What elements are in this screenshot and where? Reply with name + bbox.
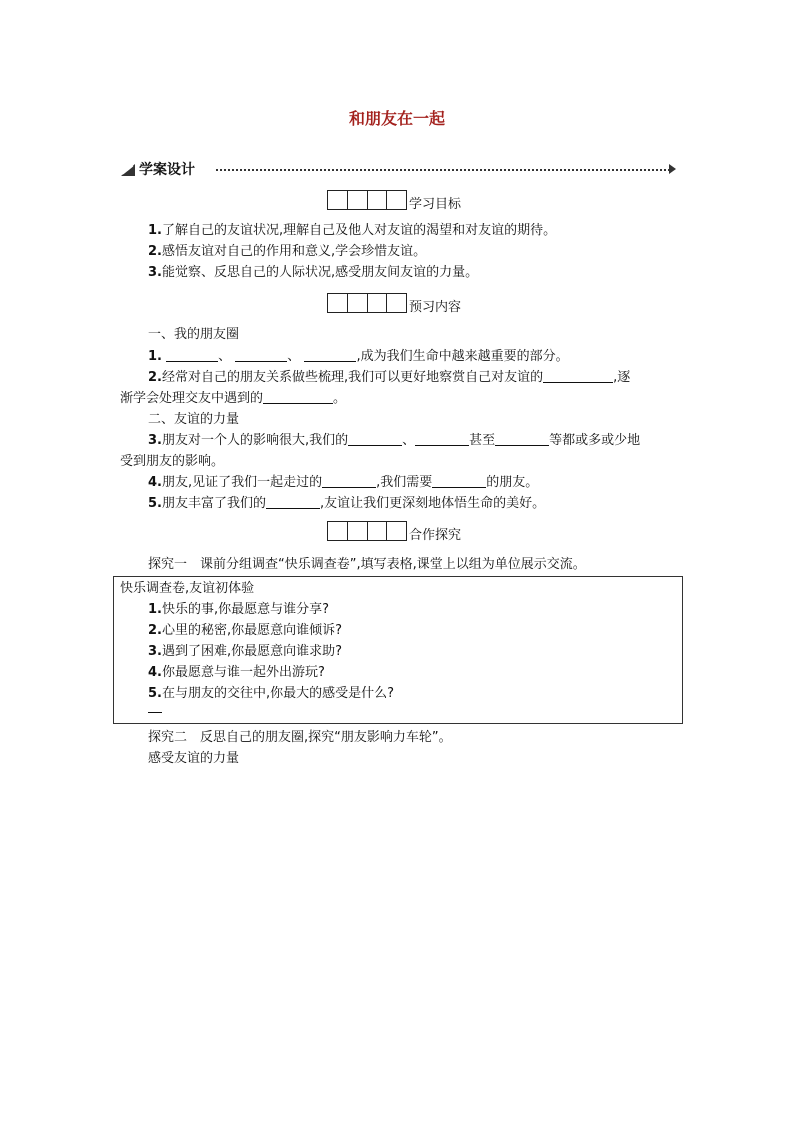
survey-title: 快乐调查卷,友谊初体验	[120, 581, 255, 596]
answer-blank[interactable]	[263, 389, 333, 404]
cooperate-heading-label: 合作探究	[409, 528, 462, 543]
survey-item: 1.快乐的事,你最愿意与谁分享?	[148, 602, 330, 617]
heading-boxes	[327, 293, 407, 313]
answer-blank[interactable]	[348, 431, 402, 446]
preview-heading-label: 预习内容	[409, 300, 462, 315]
answer-blank[interactable]	[266, 494, 320, 509]
objective-item: 1.了解自己的友谊状况,理解自己及他人对友谊的渴望和对友谊的期待。	[148, 223, 557, 238]
answer-blank[interactable]	[432, 473, 486, 488]
objectives-heading-label: 学习目标	[409, 197, 462, 212]
pencil-icon	[120, 163, 136, 177]
part-title: 一、我的朋友圈	[148, 327, 240, 342]
question-2: 2.经常对自己的朋友关系做些梳理,我们可以更好地察赏自己对友谊的 ,逐	[148, 370, 631, 385]
heading-boxes	[327, 521, 407, 541]
arrow-icon	[669, 164, 676, 174]
question-3-cont: 受到朋友的影响。	[120, 454, 225, 469]
explore-2: 探究二 反思自己的朋友圈,探究“朋友影响力车轮”。	[148, 730, 452, 745]
survey-item: 4.你最愿意与谁一起外出游玩?	[148, 665, 325, 680]
question-2-cont: 渐学会处理交友中遇到的 。	[120, 391, 347, 406]
section-header	[120, 160, 676, 182]
dotted-rule	[216, 169, 670, 171]
answer-blank[interactable]	[543, 368, 613, 383]
part-title: 二、友谊的力量	[148, 412, 240, 427]
answer-blank[interactable]	[166, 347, 218, 362]
heading-boxes	[327, 190, 407, 210]
survey-box	[113, 576, 683, 724]
feel-power-heading: 感受友谊的力量	[148, 751, 240, 766]
answer-blank[interactable]	[322, 473, 376, 488]
page-title: 和朋友在一起	[348, 109, 445, 128]
question-1: 1. 、 、 ,成为我们生命中越来越重要的部分。	[148, 349, 569, 364]
section-label: 学案设计	[139, 162, 195, 178]
question-4: 4.朋友,见证了我们一起走过的 ,我们需要 的朋友。	[148, 475, 539, 490]
survey-item: 2.心里的秘密,你最愿意向谁倾诉?	[148, 623, 343, 638]
objective-item: 3.能觉察、反思自己的人际状况,感受朋友间友谊的力量。	[148, 265, 479, 280]
explore-1: 探究一 课前分组调查“快乐调查卷”,填写表格,课堂上以组为单位展示交流。	[148, 557, 586, 572]
survey-item: 3.遇到了困难,你最愿意向谁求助?	[148, 644, 343, 659]
question-5: 5.朋友丰富了我们的 ,友谊让我们更深刻地体悟生命的美好。	[148, 496, 546, 511]
answer-blank[interactable]	[495, 431, 549, 446]
question-3: 3.朋友对一个人的影响很大,我们的 、 甚至 等都或多或少地	[148, 433, 641, 448]
answer-line[interactable]	[148, 712, 162, 713]
answer-blank[interactable]	[304, 347, 356, 362]
answer-blank[interactable]	[235, 347, 287, 362]
answer-blank[interactable]	[415, 431, 469, 446]
objective-item: 2.感悟友谊对自己的作用和意义,学会珍惜友谊。	[148, 244, 427, 259]
survey-item: 5.在与朋友的交往中,你最大的感受是什么?	[148, 686, 395, 701]
